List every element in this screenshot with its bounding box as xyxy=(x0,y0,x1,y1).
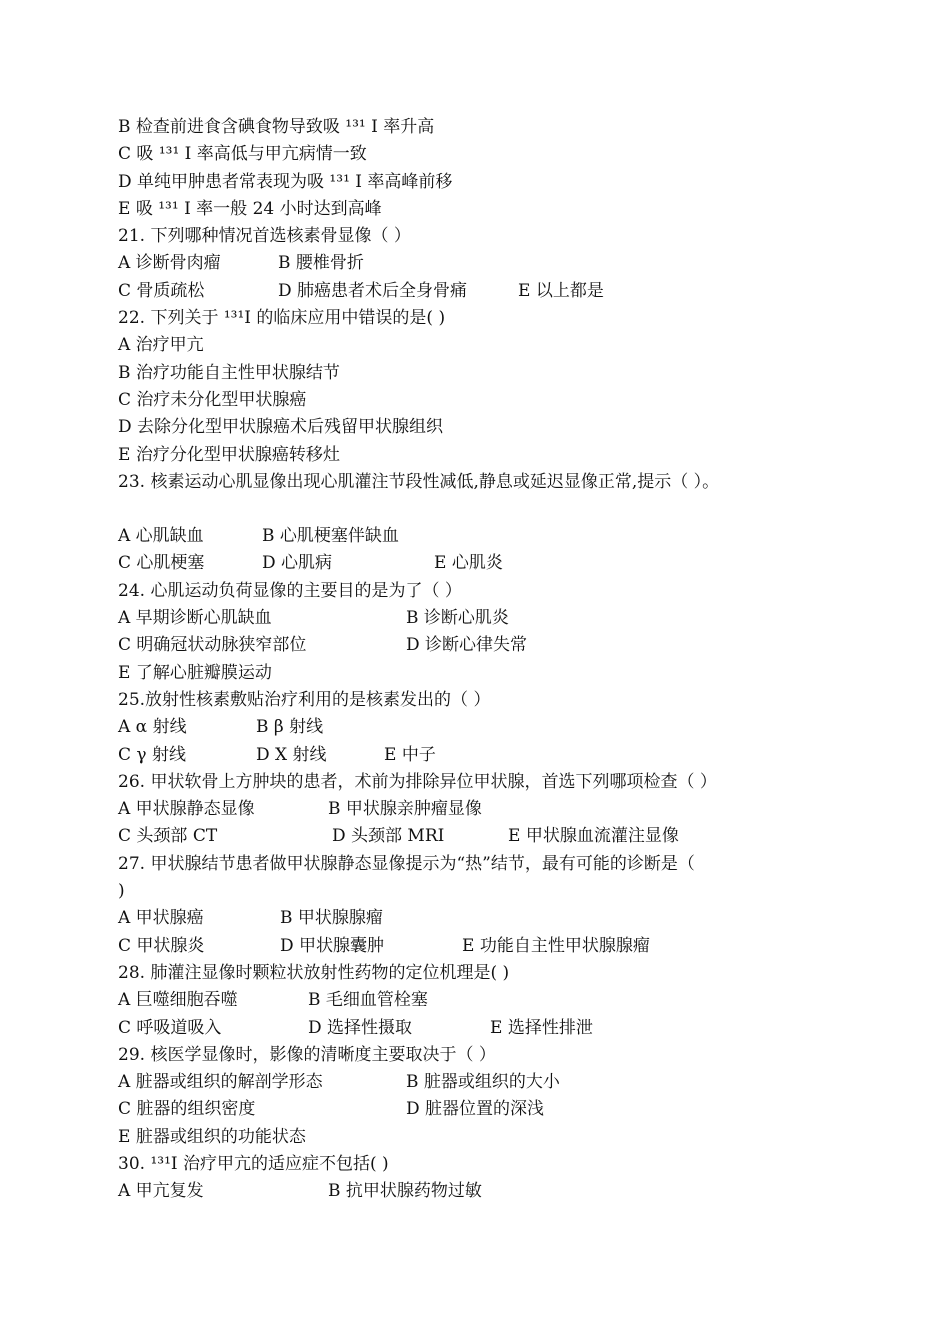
text-line xyxy=(118,1015,878,1042)
text-line xyxy=(118,987,878,1014)
option-text: A 脏器或组织的解剖学形态 xyxy=(118,1072,323,1093)
option-text: A 甲状腺静态显像 xyxy=(118,799,255,820)
option-text: E 功能自主性甲状腺腺瘤 xyxy=(462,935,650,956)
question-text: 25.放射性核素敷贴治疗利用的是核素发出的（ ） xyxy=(118,689,491,710)
option-text: C 吸 ¹³¹ I 率高低与甲亢病情一致 xyxy=(118,144,367,165)
text-line xyxy=(118,769,878,796)
option-text: E 脏器或组织的功能状态 xyxy=(118,1126,306,1147)
option-text: E 以上都是 xyxy=(518,280,604,301)
text-line xyxy=(118,742,878,769)
option-text: D 头颈部 MRI xyxy=(332,826,445,847)
option-text: C 呼吸道吸入 xyxy=(118,1017,222,1038)
option-text: A 诊断骨肉瘤 xyxy=(118,253,221,274)
option-text: D 肺癌患者术后全身骨痛 xyxy=(278,280,468,301)
option-text: D 心肌病 xyxy=(262,553,333,574)
option-text: C 治疗未分化型甲状腺癌 xyxy=(118,389,307,410)
text-line xyxy=(118,305,878,332)
option-text: B β 射线 xyxy=(256,717,324,738)
text-line xyxy=(118,387,878,414)
question-text: 24. 心肌运动负荷显像的主要目的是为了（ ） xyxy=(118,580,462,601)
text-line xyxy=(118,196,878,223)
option-text: E 甲状腺血流灌注显像 xyxy=(508,826,679,847)
option-text: A 甲亢复发 xyxy=(118,1181,204,1202)
option-text: E 选择性排泄 xyxy=(490,1017,593,1038)
text-line xyxy=(118,1096,878,1123)
text-line xyxy=(118,141,878,168)
option-text: D 甲状腺囊肿 xyxy=(280,935,385,956)
question-text: 27. 甲状腺结节患者做甲状腺静态显像提示为“热”结节，最有可能的诊断是（ xyxy=(118,853,695,874)
option-text: D 诊断心律失常 xyxy=(406,635,528,656)
option-text: B 检查前进食含碘食物导致吸 ¹³¹ I 率升高 xyxy=(118,117,435,137)
text-line xyxy=(118,550,878,577)
option-text: D 选择性摄取 xyxy=(308,1017,413,1038)
text-line xyxy=(118,933,878,960)
text-line xyxy=(118,1178,878,1205)
option-text: A 早期诊断心肌缺血 xyxy=(118,608,272,629)
option-text: B 甲状腺亲肿瘤显像 xyxy=(328,799,482,820)
option-text: E 心肌炎 xyxy=(434,553,503,574)
text-line xyxy=(118,960,878,987)
option-text: A α 射线 xyxy=(118,717,187,738)
option-text: D X 射线 xyxy=(256,744,327,765)
text-line xyxy=(118,250,878,277)
option-text: E 吸 ¹³¹ I 率一般 24 小时达到高峰 xyxy=(118,198,382,219)
text-line xyxy=(118,1151,878,1178)
option-text: A 巨噬细胞吞噬 xyxy=(118,990,238,1011)
option-text: B 诊断心肌炎 xyxy=(406,608,509,629)
text-line xyxy=(118,169,878,196)
option-text: B 心肌梗塞伴缺血 xyxy=(262,526,399,547)
text-line xyxy=(118,1069,878,1096)
text-line xyxy=(118,605,878,632)
option-text: B 毛细血管栓塞 xyxy=(308,990,428,1011)
text-line xyxy=(118,578,878,605)
option-text: D 单纯甲肿患者常表现为吸 ¹³¹ I 率高峰前移 xyxy=(118,171,453,192)
text-line xyxy=(118,687,878,714)
option-text: D 脏器位置的深浅 xyxy=(406,1099,545,1120)
option-text: D 去除分化型甲状腺癌术后残留甲状腺组织 xyxy=(118,417,444,438)
option-text: B 脏器或组织的大小 xyxy=(406,1072,560,1093)
text-line xyxy=(118,360,878,387)
text-line xyxy=(118,414,878,441)
option-text: B 腰椎骨折 xyxy=(278,253,364,274)
option-text: A 治疗甲亢 xyxy=(118,335,204,356)
document-page xyxy=(118,114,878,1206)
text-line xyxy=(118,660,878,687)
option-text: C 头颈部 CT xyxy=(118,826,218,847)
option-text: E 中子 xyxy=(384,744,436,765)
option-text: ) xyxy=(118,881,125,902)
text-line xyxy=(118,114,878,141)
text-line xyxy=(118,878,878,905)
text-line xyxy=(118,796,878,823)
option-text: B 抗甲状腺药物过敏 xyxy=(328,1181,482,1202)
question-text: 28. 肺灌注显像时颗粒状放射性药物的定位机理是( ) xyxy=(118,962,510,983)
text-line xyxy=(118,223,878,250)
option-text: C 甲状腺炎 xyxy=(118,935,205,956)
option-text: C γ 射线 xyxy=(118,744,186,765)
text-line xyxy=(118,332,878,359)
option-text: E 了解心脏瓣膜运动 xyxy=(118,662,272,683)
text-line xyxy=(118,823,878,850)
question-text: 21. 下列哪种情况首选核素骨显像（ ） xyxy=(118,226,411,247)
option-text: C 心肌梗塞 xyxy=(118,553,205,574)
option-text: B 治疗功能自主性甲状腺结节 xyxy=(118,362,340,383)
option-text: A 心肌缺血 xyxy=(118,526,204,547)
question-text: 22. 下列关于 ¹³¹I 的临床应用中错误的是( ) xyxy=(118,308,446,329)
option-text: C 骨质疏松 xyxy=(118,280,205,301)
option-text: C 脏器的组织密度 xyxy=(118,1099,256,1120)
question-text: 30. ¹³¹I 治疗甲亢的适应症不包括( ) xyxy=(118,1153,389,1174)
text-line xyxy=(118,1042,878,1069)
option-text: A 甲状腺癌 xyxy=(118,908,204,929)
question-text: 23. 核素运动心肌显像出现心肌灌注节段性减低,静息或延迟显像正常,提示（ ）。 xyxy=(118,471,720,492)
option-text: E 治疗分化型甲状腺癌转移灶 xyxy=(118,444,340,465)
question-text: 29. 核医学显像时，影像的清晰度主要取决于（ ） xyxy=(118,1044,496,1065)
text-line xyxy=(118,714,878,741)
text-line xyxy=(118,278,878,305)
text-line xyxy=(118,632,878,659)
text-line xyxy=(118,442,878,469)
text-line xyxy=(118,1124,878,1151)
text-line xyxy=(118,469,878,496)
text-line xyxy=(118,523,878,550)
question-text: 26. 甲状软骨上方肿块的患者，术前为排除异位甲状腺，首选下列哪项检查（ ） xyxy=(118,771,717,792)
text-line xyxy=(118,851,878,878)
option-text: B 甲状腺腺瘤 xyxy=(280,908,383,929)
text-line xyxy=(118,905,878,932)
option-text: C 明确冠状动脉狭窄部位 xyxy=(118,635,307,656)
